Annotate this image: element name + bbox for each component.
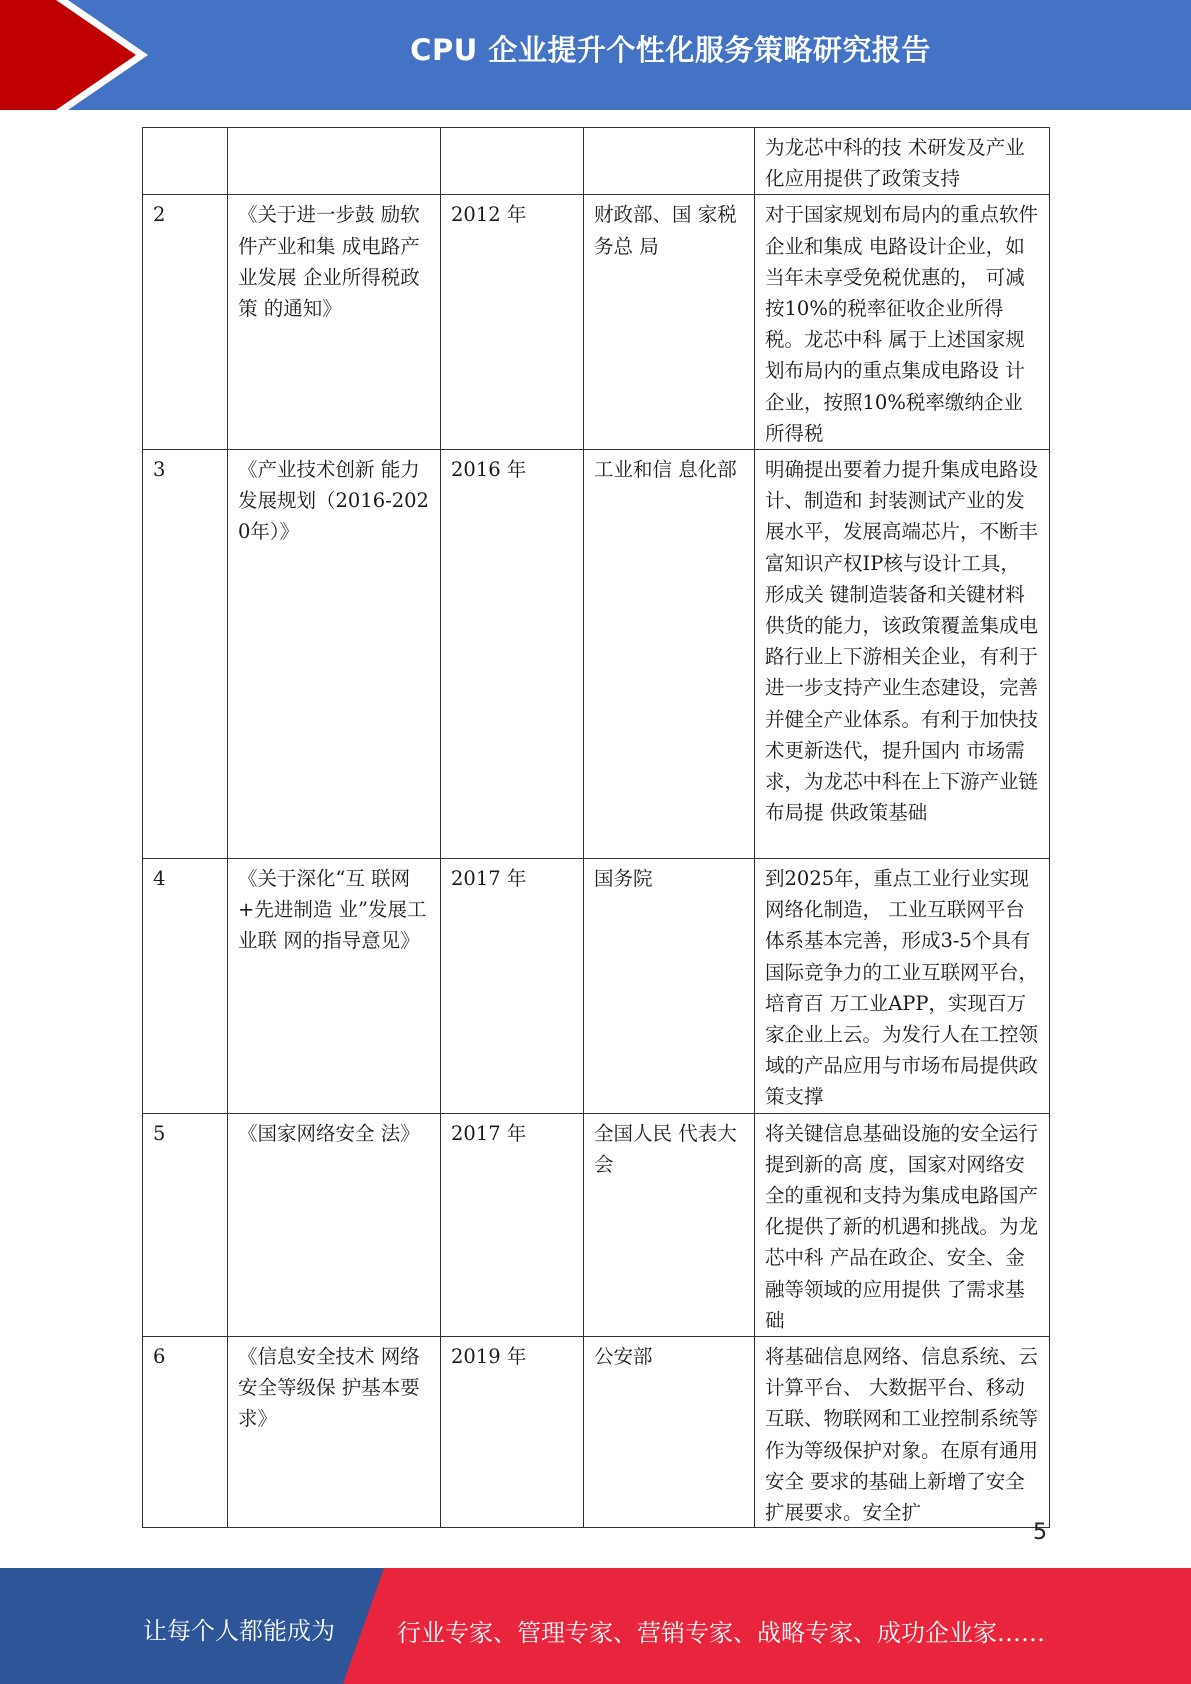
cell-description: 对于国家规划布局内的重点软件企业和集成 电路设计企业，如当年未享受免税优惠的， 可减按10%的税率征收企业所得税。龙芯中科 属于上述国家规划布局内的重点集成电路设 计企业，按照10%税率缴纳企业所得税 [755, 195, 1050, 450]
cell-department: 公安部 [584, 1337, 755, 1528]
cell-year [441, 128, 584, 195]
table-row [143, 1113, 1050, 1336]
footer-band [0, 1568, 1191, 1684]
table-row [143, 859, 1050, 1114]
cell-policy-name: 《信息安全技术 网络安全等级保 护基本要求》 [228, 1337, 441, 1528]
header-band [0, 0, 1191, 110]
cell-department: 全国人民 代表大会 [584, 1113, 755, 1336]
cell-policy-name: 《国家网络安全 法》 [228, 1113, 441, 1336]
cell-number: 6 [143, 1337, 228, 1528]
table-row [143, 450, 1050, 859]
cell-department: 国务院 [584, 859, 755, 1114]
report-title: CPU 企业提升个性化服务策略研究报告 [410, 33, 931, 67]
cell-year: 2017 年 [441, 1113, 584, 1336]
cell-year: 2017 年 [441, 859, 584, 1114]
cell-year: 2019 年 [441, 1337, 584, 1528]
cell-department: 工业和信 息化部 [584, 450, 755, 859]
cell-description: 为龙芯中科的技 术研发及产业化应用提供了政策支持 [755, 128, 1050, 195]
description-text: 将基础信息网络、信息系统、云计算平台、 大数据平台、移动互联、物联网和工业控制系统等作为等级保护对象。在原有通用安全 要求的基础上新增了安全扩展要求。安全扩 [765, 1345, 1039, 1525]
cell-department: 财政部、国 家税务总 局 [584, 195, 755, 450]
cell-policy-name: 《关于深化“互 联网+先进制造 业”发展工业联 网的指导意见》 [228, 859, 441, 1114]
footer-slogan-left: 让每个人都能成为 [143, 1617, 335, 1645]
cell-number [143, 128, 228, 195]
cell-number: 4 [143, 859, 228, 1114]
cell-year: 2012 年 [441, 195, 584, 450]
cell-department [584, 128, 755, 195]
cell-description [755, 1337, 1050, 1528]
table-row [143, 1337, 1050, 1528]
policy-table [142, 127, 1050, 1528]
cell-description: 到2025年，重点工业行业实现网络化制造， 工业互联网平台体系基本完善，形成3-5个具有国际竞争力的工业互联网平台，培育百 万工业APP，实现百万家企业上云。为发行人在工控领域的产品应用与市场布局提供政 策支撑 [755, 859, 1050, 1114]
cell-number: 5 [143, 1113, 228, 1336]
cell-number: 3 [143, 450, 228, 859]
table-row [143, 195, 1050, 450]
cell-policy-name: 《关于进一步鼓 励软件产业和集 成电路产业发展 企业所得税政策 的通知》 [228, 195, 441, 450]
page-number: 5 [1033, 1520, 1047, 1545]
table-row [143, 128, 1050, 195]
cell-description: 将关键信息基础设施的安全运行提到新的高 度，国家对网络安全的重视和支持为集成电路国产化提供了新的机遇和挑战。为龙芯中科 产品在政企、安全、金融等领域的应用提供 了需求基础 [755, 1113, 1050, 1336]
cell-policy-name [228, 128, 441, 195]
footer-slogan-right: 行业专家、管理专家、营销专家、战略专家、成功企业家…… [397, 1619, 1045, 1647]
cell-year: 2016 年 [441, 450, 584, 859]
cell-description: 明确提出要着力提升集成电路设计、制造和 封装测试产业的发展水平，发展高端芯片，不断丰富知识产权IP核与设计工具，形成关 键制造装备和关键材料供货的能力，该政策覆盖集成电路行业上下游相关企业，有利于 进一步支持产业生态建设，完善并健全产业体系。有利于加快技术更新迭代，提升国内 市场需求，为龙芯中科在上下游产业链布局提 供政策基础 [755, 450, 1050, 859]
cell-number: 2 [143, 195, 228, 450]
cell-policy-name: 《产业技术创新 能力发展规划（2016-2020年）》 [228, 450, 441, 859]
